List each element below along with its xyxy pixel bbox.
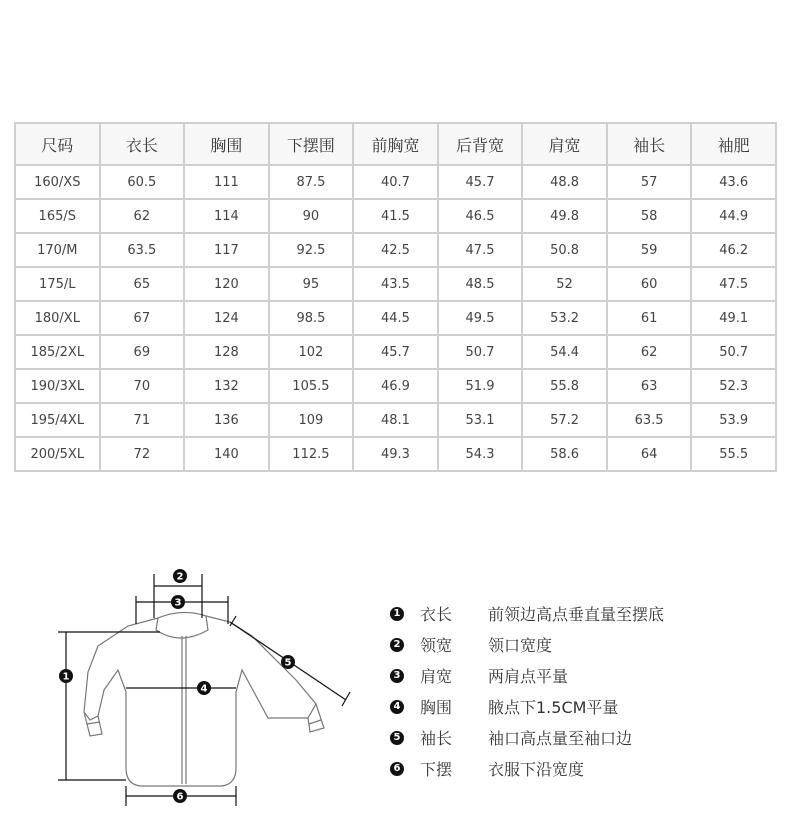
table-cell: 185/2XL xyxy=(15,335,100,369)
table-cell: 60.5 xyxy=(100,165,185,199)
table-row xyxy=(15,233,776,267)
legend-description: 领口宽度 xyxy=(488,636,553,655)
marker-2 xyxy=(173,569,187,583)
table-cell: 46.9 xyxy=(353,369,438,403)
column-header: 前胸宽 xyxy=(353,123,438,165)
table-cell: 132 xyxy=(184,369,269,403)
legend-item xyxy=(390,722,664,753)
legend-name: 袖长 xyxy=(420,729,453,748)
table-cell: 54.4 xyxy=(522,335,607,369)
table-cell: 92.5 xyxy=(269,233,354,267)
table-cell: 50.8 xyxy=(522,233,607,267)
table-row xyxy=(15,437,776,471)
table-row xyxy=(15,267,776,301)
column-header: 尺码 xyxy=(15,123,100,165)
marker-1 xyxy=(59,669,73,683)
svg-text:6: 6 xyxy=(176,791,184,803)
svg-text:5: 5 xyxy=(284,657,292,669)
table-cell: 53.1 xyxy=(438,403,523,437)
table-cell: 109 xyxy=(269,403,354,437)
table-cell: 58.6 xyxy=(522,437,607,471)
svg-text:2: 2 xyxy=(176,571,184,583)
table-cell: 54.3 xyxy=(438,437,523,471)
number-badge: 6 xyxy=(390,762,404,776)
table-cell: 47.5 xyxy=(691,267,776,301)
legend-item xyxy=(390,629,664,660)
table-cell: 60 xyxy=(607,267,692,301)
table-cell: 64 xyxy=(607,437,692,471)
column-header: 后背宽 xyxy=(438,123,523,165)
table-cell: 195/4XL xyxy=(15,403,100,437)
table-cell: 63.5 xyxy=(607,403,692,437)
table-cell: 51.9 xyxy=(438,369,523,403)
table-cell: 87.5 xyxy=(269,165,354,199)
table-cell: 55.8 xyxy=(522,369,607,403)
table-cell: 160/XS xyxy=(15,165,100,199)
svg-text:3: 3 xyxy=(174,597,182,609)
column-header: 下摆围 xyxy=(269,123,354,165)
table-cell: 165/S xyxy=(15,199,100,233)
table-cell: 200/5XL xyxy=(15,437,100,471)
legend-description: 前领边高点垂直量至摆底 xyxy=(488,605,665,624)
table-cell: 67 xyxy=(100,301,185,335)
table-cell: 45.7 xyxy=(353,335,438,369)
column-header: 肩宽 xyxy=(522,123,607,165)
legend-description: 两肩点平量 xyxy=(488,667,569,686)
table-cell: 52 xyxy=(522,267,607,301)
table-cell: 90 xyxy=(269,199,354,233)
table-cell: 48.8 xyxy=(522,165,607,199)
legend-description: 衣服下沿宽度 xyxy=(488,760,585,779)
legend-name: 下摆 xyxy=(420,760,453,779)
marker-3 xyxy=(171,595,185,609)
table-cell: 53.2 xyxy=(522,301,607,335)
table-cell: 190/3XL xyxy=(15,369,100,403)
table-cell: 57 xyxy=(607,165,692,199)
table-cell: 48.5 xyxy=(438,267,523,301)
table-cell: 170/M xyxy=(15,233,100,267)
table-cell: 63.5 xyxy=(100,233,185,267)
table-cell: 47.5 xyxy=(438,233,523,267)
size-table xyxy=(14,122,777,472)
table-row xyxy=(15,165,776,199)
table-cell: 63 xyxy=(607,369,692,403)
table-cell: 49.3 xyxy=(353,437,438,471)
table-cell: 58 xyxy=(607,199,692,233)
legend-item xyxy=(390,660,664,691)
column-header: 衣长 xyxy=(100,123,185,165)
table-cell: 180/XL xyxy=(15,301,100,335)
legend-name: 领宽 xyxy=(420,636,453,655)
column-header: 袖肥 xyxy=(691,123,776,165)
table-cell: 49.1 xyxy=(691,301,776,335)
table-cell: 50.7 xyxy=(691,335,776,369)
table-cell: 69 xyxy=(100,335,185,369)
table-cell: 46.2 xyxy=(691,233,776,267)
table-cell: 70 xyxy=(100,369,185,403)
marker-6 xyxy=(173,789,187,803)
table-cell: 120 xyxy=(184,267,269,301)
legend-item xyxy=(390,753,664,784)
column-header: 袖长 xyxy=(607,123,692,165)
table-cell: 114 xyxy=(184,199,269,233)
table-cell: 175/L xyxy=(15,267,100,301)
table-cell: 44.9 xyxy=(691,199,776,233)
table-cell: 41.5 xyxy=(353,199,438,233)
legend-item xyxy=(390,691,664,722)
table-cell: 45.7 xyxy=(438,165,523,199)
table-cell: 124 xyxy=(184,301,269,335)
legend-name: 肩宽 xyxy=(420,667,453,686)
number-badge: 3 xyxy=(390,669,404,683)
jacket-outline-icon xyxy=(40,560,370,820)
table-cell: 55.5 xyxy=(691,437,776,471)
table-cell: 43.6 xyxy=(691,165,776,199)
table-cell: 52.3 xyxy=(691,369,776,403)
table-cell: 136 xyxy=(184,403,269,437)
table-cell: 44.5 xyxy=(353,301,438,335)
table-cell: 59 xyxy=(607,233,692,267)
marker-4 xyxy=(197,681,211,695)
table-cell: 140 xyxy=(184,437,269,471)
table-cell: 62 xyxy=(607,335,692,369)
legend-name: 衣长 xyxy=(420,605,453,624)
legend-description: 袖口高点量至袖口边 xyxy=(488,729,633,748)
svg-text:4: 4 xyxy=(200,683,208,695)
table-cell: 49.8 xyxy=(522,199,607,233)
table-cell: 105.5 xyxy=(269,369,354,403)
table-row xyxy=(15,403,776,437)
table-cell: 95 xyxy=(269,267,354,301)
table-cell: 65 xyxy=(100,267,185,301)
table-cell: 102 xyxy=(269,335,354,369)
number-badge: 2 xyxy=(390,638,404,652)
table-cell: 40.7 xyxy=(353,165,438,199)
table-cell: 71 xyxy=(100,403,185,437)
measurement-legend xyxy=(390,598,664,784)
legend-description: 腋点下1.5CM平量 xyxy=(488,698,619,717)
table-row xyxy=(15,301,776,335)
table-cell: 111 xyxy=(184,165,269,199)
table-cell: 61 xyxy=(607,301,692,335)
table-cell: 49.5 xyxy=(438,301,523,335)
table-row xyxy=(15,335,776,369)
table-cell: 117 xyxy=(184,233,269,267)
legend-name: 胸围 xyxy=(420,698,453,717)
table-row xyxy=(15,369,776,403)
legend-item xyxy=(390,598,664,629)
table-cell: 42.5 xyxy=(353,233,438,267)
table-cell: 46.5 xyxy=(438,199,523,233)
svg-text:1: 1 xyxy=(62,671,70,683)
table-cell: 72 xyxy=(100,437,185,471)
table-header-row xyxy=(15,123,776,165)
marker-5 xyxy=(281,655,295,669)
number-badge: 1 xyxy=(390,607,404,621)
table-cell: 62 xyxy=(100,199,185,233)
table-cell: 50.7 xyxy=(438,335,523,369)
column-header: 胸围 xyxy=(184,123,269,165)
table-row xyxy=(15,199,776,233)
table-cell: 98.5 xyxy=(269,301,354,335)
table-cell: 112.5 xyxy=(269,437,354,471)
number-badge: 4 xyxy=(390,700,404,714)
number-badge: 5 xyxy=(390,731,404,745)
table-cell: 128 xyxy=(184,335,269,369)
table-cell: 48.1 xyxy=(353,403,438,437)
table-cell: 53.9 xyxy=(691,403,776,437)
table-cell: 43.5 xyxy=(353,267,438,301)
table-cell: 57.2 xyxy=(522,403,607,437)
